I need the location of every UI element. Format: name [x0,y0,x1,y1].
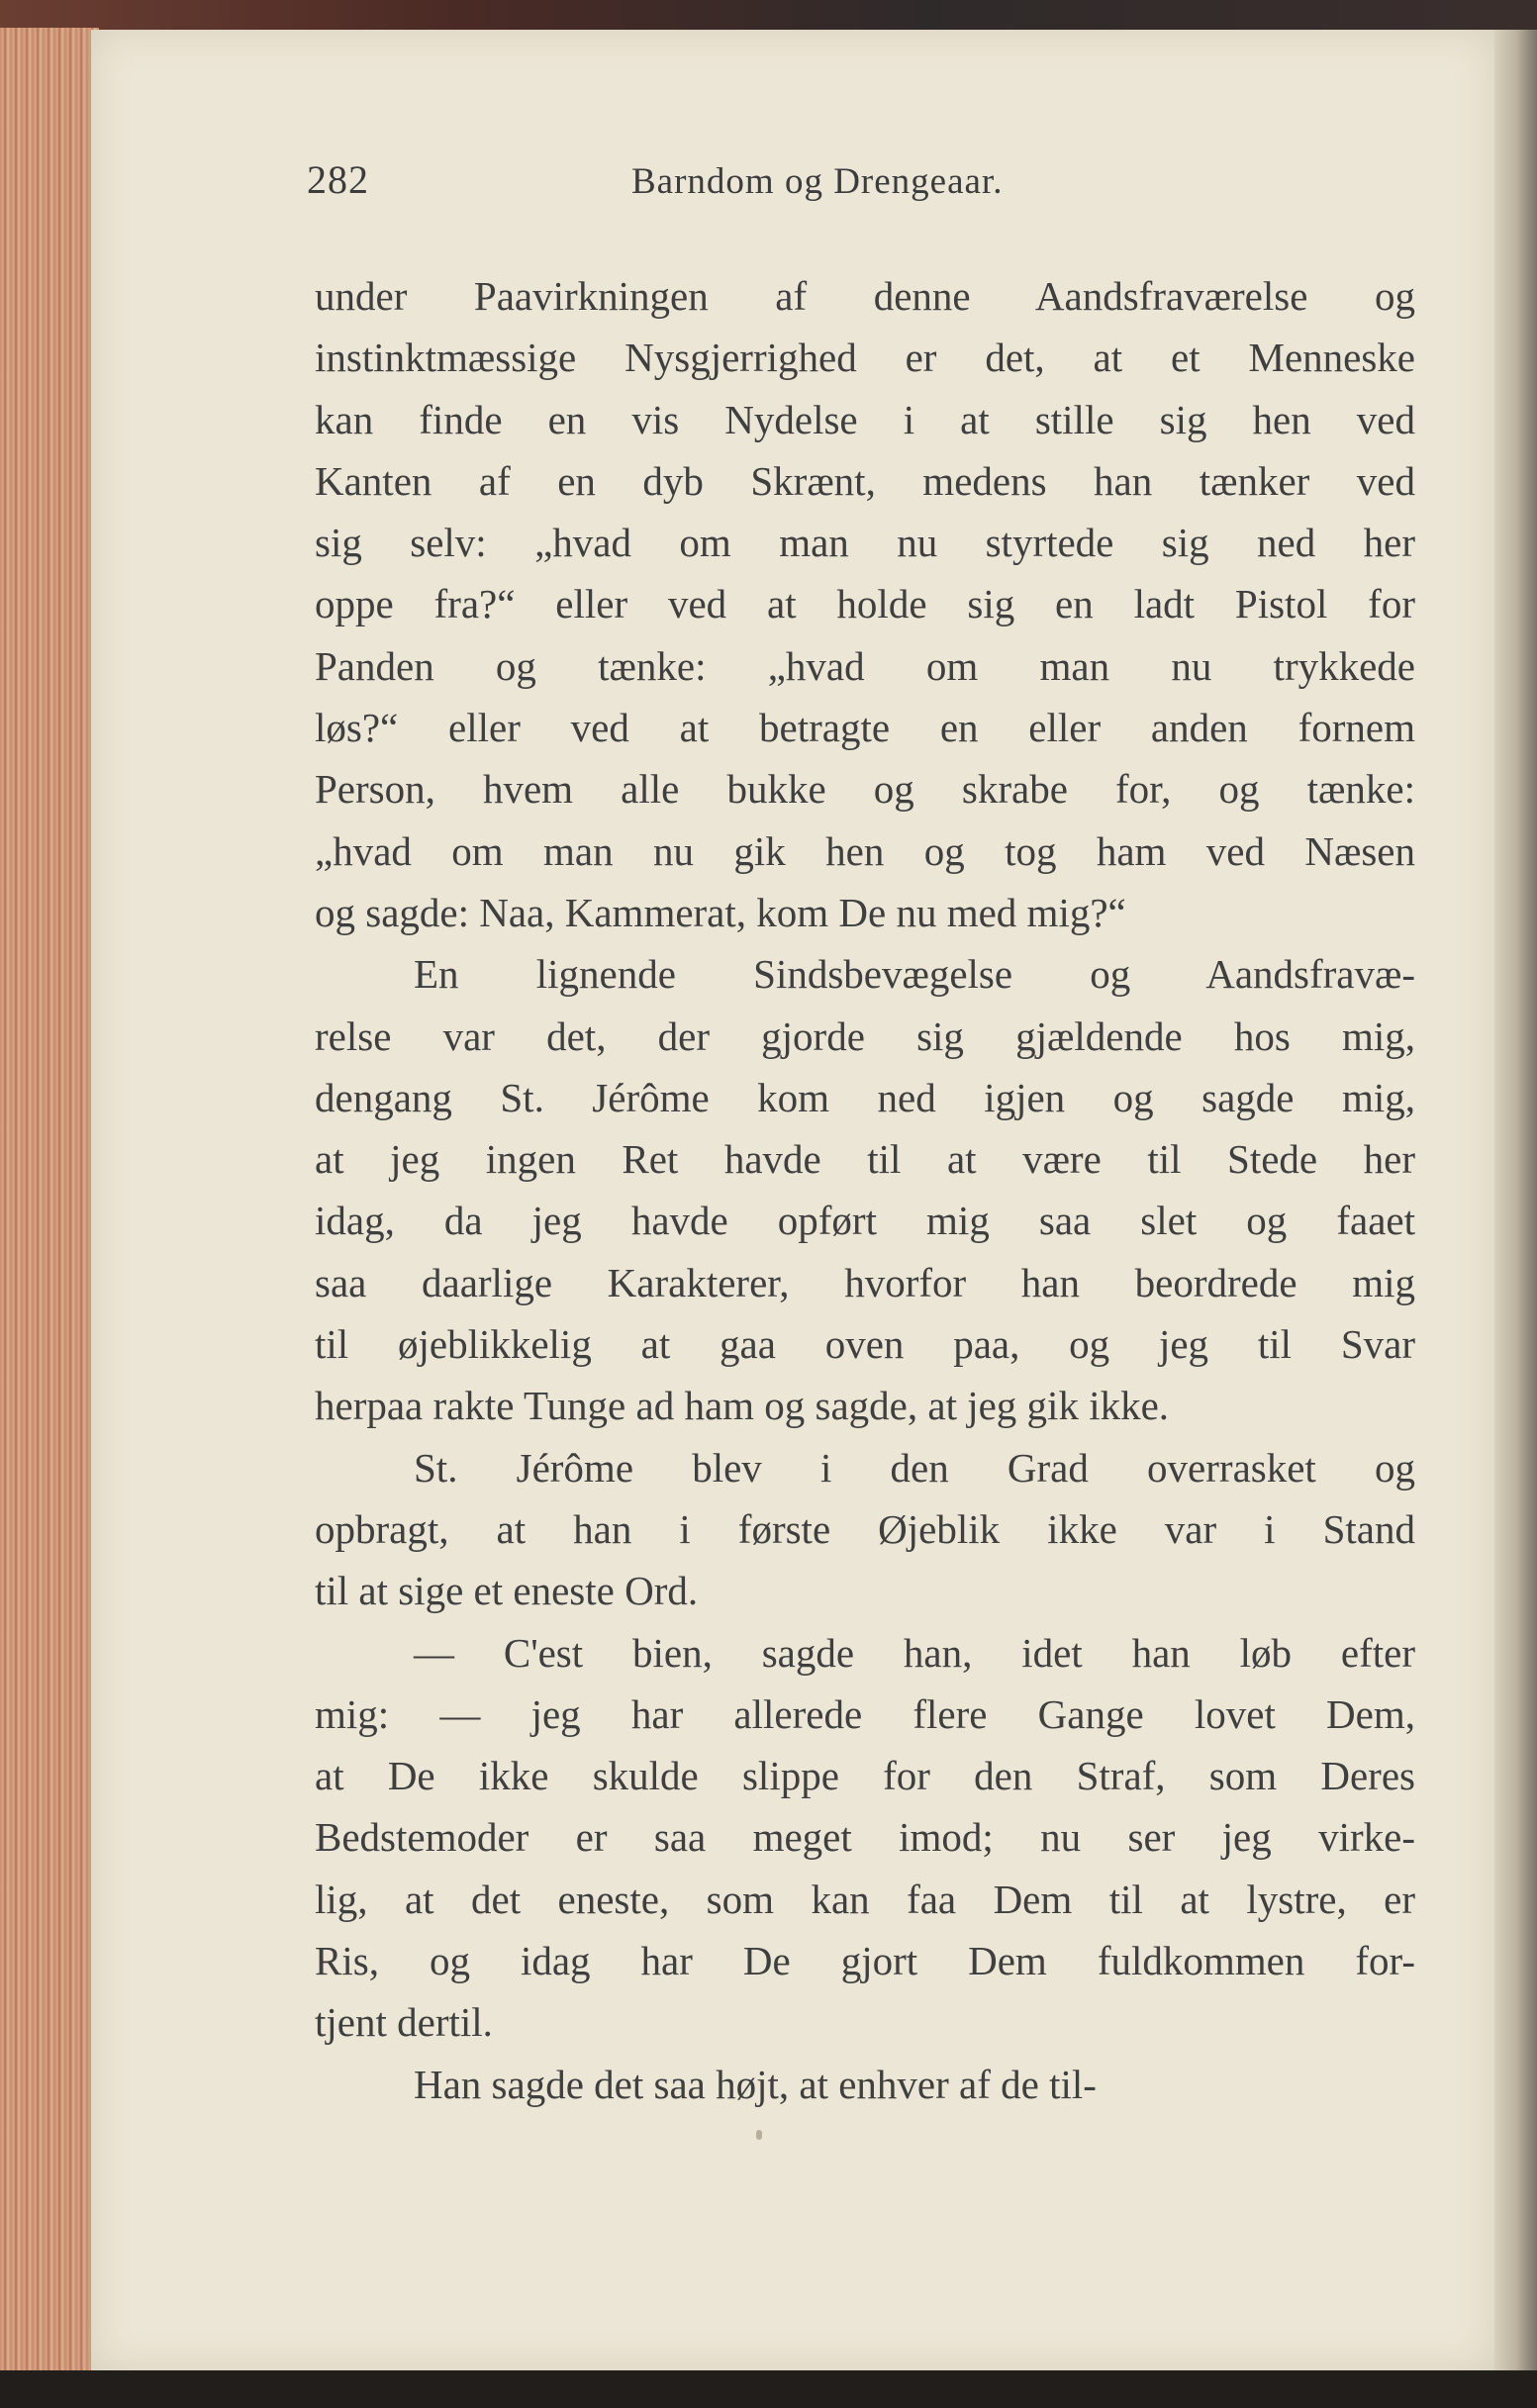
text-line: idag, da jeg havde opført mig saa slet og faaet [315,1198,1415,1244]
text-line: instinktmæssige Nysgjerrighed er det, at et Menneske [315,335,1415,381]
text-line: og sagde: Naa, Kammerat, kom De nu med mig?“ [315,889,1126,935]
running-head: Barndom og Drengeaar. [631,161,1004,202]
text-line: Panden og tænke: „hvad om man nu trykkede [315,642,1415,689]
text-line: saa daarlige Karakterer, hvorfor han beordrede mig [315,1259,1415,1305]
page-number: 282 [307,157,369,202]
text-line: relse var det, der gjorde sig gjældende hos mig, [315,1012,1415,1059]
text-line: Person, hvem alle bukke og skrabe for, og tænke: [315,766,1415,813]
paragraph-start-line: — C'est bien, sagde han, idet han løb efter [414,1629,1415,1676]
text-line: til at sige et eneste Ord. [315,1568,699,1614]
body-text [315,265,1415,2115]
text-line: til øjeblikkelig at gaa oven paa, og jeg til Svar [315,1321,1415,1368]
text-line: løs?“ eller ved at betragte en eller anden fornem [315,705,1415,751]
text-line: sig selv: „hvad om man nu styrtede sig ned her [315,520,1415,566]
text-line: „hvad om man nu gik hen og tog ham ved Næsen [315,827,1415,874]
text-line: oppe fra?“ eller ved at holde sig en ladt Pistol for [315,581,1415,627]
text-line: opbragt, at han i første Øjeblik ikke var i Stand [315,1505,1415,1552]
text-line: at De ikke skulde slippe for den Straf, som Deres [315,1753,1415,1799]
paragraph-start-line: Han sagde det saa højt, at enhver af de til- [414,2061,1097,2107]
paragraph-start-line: St. Jérôme blev i den Grad overrasket og [414,1444,1415,1491]
top-book-edge [0,0,1537,30]
right-page-edge [1494,30,1537,2370]
text-line: mig: — jeg har allerede flere Gange lovet Dem, [315,1690,1415,1737]
text-line: under Paavirkningen af denne Aandsfraværelse og [315,273,1415,319]
text-line: at jeg ingen Ret havde til at være til Stede her [315,1136,1415,1183]
text-line: Kanten af en dyb Skrænt, medens han tænker ved [315,457,1415,504]
page-header [307,156,1415,216]
text-line: dengang St. Jérôme kom ned igjen og sagde mig, [315,1074,1415,1120]
bottom-background [0,2370,1537,2408]
text-line: herpaa rakte Tunge ad ham og sagde, at jeg gik ikke. [315,1383,1170,1429]
paragraph-start-line: En lignende Sindsbevægelse og Aandsfravæ- [414,951,1415,998]
text-line: Bedstemoder er saa meget imod; nu ser jeg virke- [315,1814,1415,1861]
page-stack-edge [0,28,99,2373]
text-line: lig, at det eneste, som kan faa Dem til at lystre, er [315,1876,1415,1922]
text-line: Ris, og idag har De gjort Dem fuldkommen for- [315,1938,1415,1984]
text-line: kan finde en vis Nydelse i at stille sig hen ved [315,396,1415,442]
paper-speck [756,2130,762,2140]
text-line: tjent dertil. [315,1999,493,2046]
